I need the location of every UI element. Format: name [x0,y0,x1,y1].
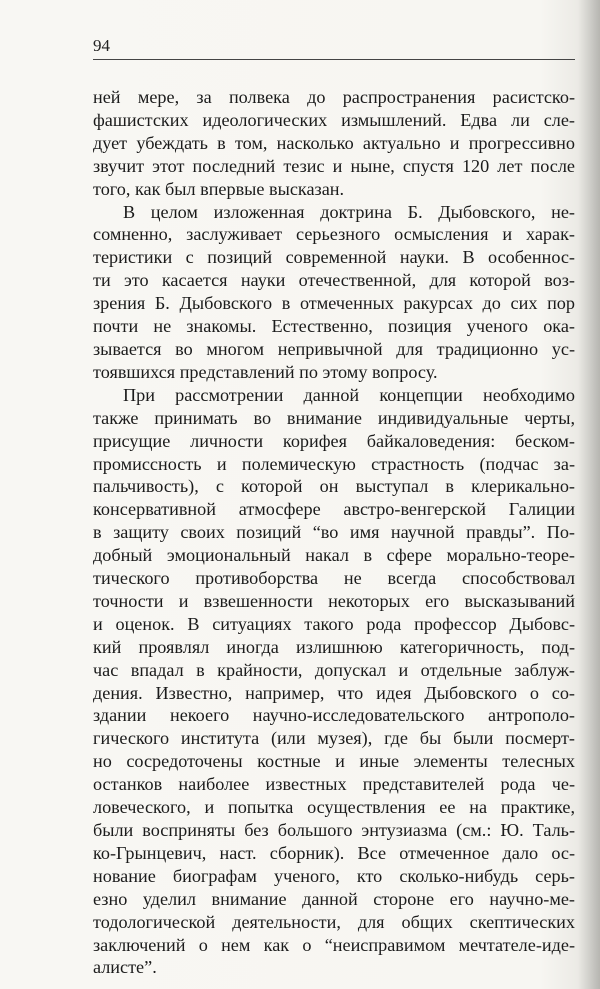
text-line: тоявшихся представлений по этому вопросу. [93,361,438,382]
header-rule [93,59,575,60]
text-line: тического противоборства не всегда способствовал [93,568,575,589]
text-line: промиссность и полемическую страстность (подчас за- [93,453,575,474]
paragraph [93,86,575,201]
text-line: дения. Известно, например, что идея Дыбовского о со- [93,682,575,703]
text-line: зывается во многом непривычной для традиционно ус- [93,338,575,359]
text-line: также принимать во внимание индивидуальные черты, [93,407,575,428]
text-line: зрения Б. Дыбовского в отмеченных ракурсах до сих пор [93,293,575,314]
text-line: нование биографам ученого, кто сколько-нибудь серь- [93,865,575,886]
text-line: теристики с позиций современной науки. В особеннос- [93,247,575,268]
text-line: ловеческого, и попытка осуществления ее на практике, [93,797,575,818]
text-line: были восприняты без большого энтузиазма (см.: Ю. Таль- [93,820,575,840]
text-line: почти не знакомы. Естественно, позиция ученого ока- [93,316,575,337]
text-line: того, как был впервые высказан. [93,178,345,199]
text-line: час впадал в крайности, допускал и отдельные заблуж- [93,659,575,680]
text-line: добный эмоциональный накал в сфере морально-теоре- [93,545,575,566]
text-line: езно уделил внимание данной стороне его научно-ме- [93,888,575,909]
text-line: в защиту своих позиций “во имя научной правды”. По- [93,522,575,543]
text-line: При рассмотрении данной концепции необходимо [123,384,575,405]
text-line: гического института (или музея), где бы были посмерт- [93,728,575,749]
text-line: дует убеждать в том, насколько актуально и прогрессивно [93,132,575,153]
text-line: заключений о нем как о “неисправимом мечтателе-иде- [93,934,575,955]
text-line: фашистских идеологических измышлений. Едва ли сле- [93,109,575,130]
text-line: ти это касается науки отечественной, для которой воз- [93,270,575,291]
paragraph [93,201,575,384]
text-line: присущие личности корифея байкаловедения: беском- [93,430,575,451]
text-line: ко-Грынцевич, наст. сборник). Все отмеченное дало ос- [93,842,575,863]
page-number: 94 [93,36,110,55]
text-line: но сосредоточены костные и иные элементы телесных [93,751,575,772]
text-line: тодологической деятельности, для общих скептических [93,911,575,932]
text-line: звучит этот последний тезис и ныне, спустя 120 лет после [93,155,575,176]
text-line: пальчивость), с которой он выступал в клерикально- [93,476,575,497]
text-line: консервативной атмосфере австро-венгерской Галиции [93,499,575,520]
text-line: и оценок. В ситуациях такого рода профессор Дыбовс- [93,613,575,634]
text-line: В целом изложенная доктрина Б. Дыбовского, не- [123,201,575,222]
text-line: сомненно, заслуживает серьезного осмысления и харак- [93,224,575,245]
paragraph [93,384,575,980]
text-line: останков наиболее известных представителей рода че- [93,774,575,795]
text-line: точности и взвешенности некоторых его высказываний [93,590,575,611]
body-text [93,86,575,979]
text-line: здании некоего научно-исследовательского антрополо- [93,705,575,726]
text-line: ней мере, за полвека до распространения расистско- [93,87,575,107]
page-edge-shadow [578,0,600,989]
text-line: алисте”. [93,957,157,978]
text-line: кий проявлял иногда излишнюю категоричность, под- [93,636,575,657]
